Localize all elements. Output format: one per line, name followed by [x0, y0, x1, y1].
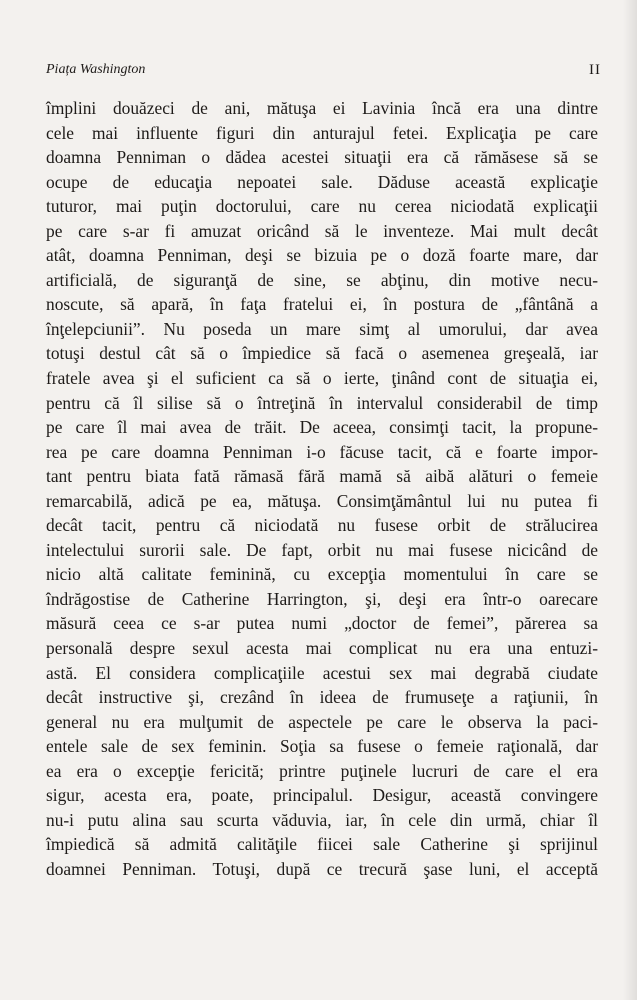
text-line: înţelepciunii”. Nu poseda un mare simţ al umorului, dar avea	[46, 318, 598, 339]
text-line: remarcabilă, adică pe ea, mătuşa. Consimţământul lui nu putea fi	[46, 490, 598, 511]
text-line: tant pentru biata fată rămasă fără mamă să aibă alături o femeie	[46, 466, 598, 487]
text-line: artificială, de siguranţă de sine, se abţinu, din motive necu-	[46, 269, 598, 290]
text-line: sigur, acesta era, poate, principalul. Desigur, această convingere	[46, 785, 598, 806]
text-line: personală despre sexul acesta mai complicat nu era una entuzi-	[46, 638, 598, 659]
body-text	[46, 96, 598, 882]
text-line: doamnei Penniman. Totuşi, după ce trecură şase luni, el acceptă	[46, 858, 598, 879]
text-line: nu-i putu alina sau scurta văduvia, iar, în cele din urmă, chiar îl	[46, 809, 598, 830]
page-header	[46, 62, 601, 86]
text-line: doamna Penniman o dădea acestei situaţii era că rămăsese să se	[46, 147, 598, 168]
running-title: Piața Washington	[46, 62, 146, 77]
text-line: entele sale de sex feminin. Soţia sa fusese o femeie raţională, dar	[46, 736, 598, 757]
text-line: general nu era mulţumit de aspectele pe care le observa la paci-	[46, 711, 598, 732]
page-edge-shadow	[623, 0, 637, 1000]
text-line: nicio altă calitate feminină, cu excepţia momentului în care se	[46, 564, 598, 585]
text-line: intelectului surorii sale. De fapt, orbit nu mai fusese nicicând de	[46, 539, 598, 560]
page-number: II	[589, 62, 601, 78]
text-line: îndrăgostise de Catherine Harrington, şi, deşi era într-o oarecare	[46, 588, 598, 609]
text-line: rea pe care doamna Penniman i-o făcuse tacit, că e foarte impor-	[46, 441, 598, 462]
text-line: pentru că îl silise să o întreţină în intervalul considerabil de timp	[46, 392, 598, 413]
text-line: atât, doamna Penniman, deşi se bizuia pe o doză foarte mare, dar	[46, 245, 598, 266]
text-line: fratele avea şi el suficient ca să o ierte, ţinând cont de situaţia ei,	[46, 368, 598, 389]
text-line: ocupe de educaţia nepoatei sale. Dăduse această explicaţie	[46, 171, 598, 192]
text-line: împiedică să admită calităţile fiicei sale Catherine şi sprijinul	[46, 834, 598, 855]
text-line: totuşi destul cât să o împiedice să facă o asemenea greşeală, iar	[46, 343, 598, 364]
text-line: cele mai influente figuri din anturajul fetei. Explicaţia pe care	[46, 122, 598, 143]
text-line: decât tacit, pentru că niciodată nu fusese orbit de strălucirea	[46, 515, 598, 536]
text-line: pe care îl mai avea de trăit. De aceea, consimţi tacit, la propune-	[46, 417, 598, 438]
text-line: ea era o excepţie fericită; printre puţinele lucruri de care el era	[46, 760, 598, 781]
text-line: decât instructive şi, crezând în ideea de frumuseţe a raţiunii, în	[46, 687, 598, 708]
text-line: împlini douăzeci de ani, mătuşa ei Lavinia încă era una dintre	[46, 98, 598, 118]
text-line: măsură ceea ce s-ar putea numi „doctor de femei”, părerea sa	[46, 613, 598, 634]
text-line: tuturor, mai puţin doctorului, care nu cerea niciodată explicaţii	[46, 196, 598, 217]
text-line: noscute, să apară, în faţa fratelui ei, în postura de „fântână a	[46, 294, 598, 315]
text-line: pe care s-ar fi amuzat oricând să le inventeze. Mai mult decât	[46, 220, 598, 241]
text-line: astă. El considera complicaţiile acestui sex mai degrabă ciudate	[46, 662, 598, 683]
